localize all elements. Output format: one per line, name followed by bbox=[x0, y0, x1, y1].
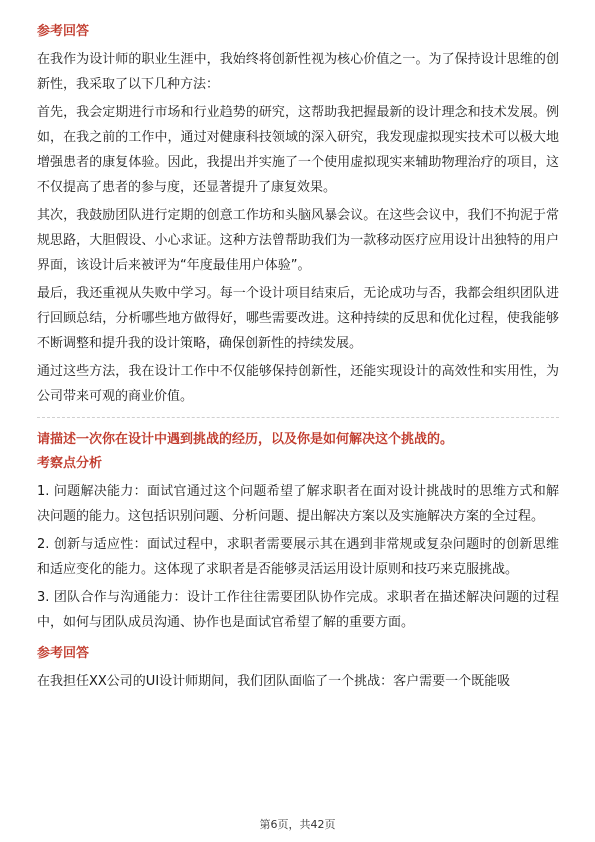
analysis-point: 3. 团队合作与沟通能力：设计工作往往需要团队协作完成。求职者在描述解决问题的过程中，如何与团队成员沟通、协作也是面试官希望了解的重要方面。 bbox=[37, 590, 559, 630]
answer-paragraph: 最后，我还重视从失败中学习。每一个设计项目结束后，无论成功与否，我都会组织团队进行回顾总结，分析哪些地方做得好，哪些需要改进。这种持续的反思和优化过程，使我能够不断调整和提升我的设计策略，确保创新性的持续发展。 bbox=[37, 286, 559, 351]
analysis-point: 1. 问题解决能力：面试官通过这个问题希望了解求职者在面对设计挑战时的思维方式和解决问题的能力。这包括识别问题、分析问题、提出解决方案以及实施解决方案的全过程。 bbox=[37, 484, 559, 524]
section-divider bbox=[37, 417, 559, 418]
answer-paragraph: 其次，我鼓励团队进行定期的创意工作坊和头脑风暴会议。在这些会议中，我们不拘泥于常规思路，大胆假设、小心求证。这种方法曾帮助我们为一款移动医疗应用设计出独特的用户界面，该设计后来被评为“年度最佳用户体验”。 bbox=[37, 208, 559, 273]
analysis-label: 考察点分析 bbox=[37, 456, 103, 471]
page-number: 第6页，共42页 bbox=[259, 818, 336, 831]
answer-paragraph: 通过这些方法，我在设计工作中不仅能够保持创新性，还能实现设计的高效性和实用性，为公司带来可观的商业价值。 bbox=[37, 364, 559, 404]
answer-paragraph: 在我作为设计师的职业生涯中，我始终将创新性视为核心价值之一。为了保持设计思维的创新性，我采取了以下几种方法： bbox=[37, 52, 559, 92]
reference-answer-label: 参考回答 bbox=[37, 24, 90, 39]
reference-answer-label: 参考回答 bbox=[37, 646, 90, 661]
interview-question: 请描述一次你在设计中遇到挑战的经历，以及你是如何解决这个挑战的。 bbox=[37, 432, 454, 447]
analysis-point: 2. 创新与适应性：面试过程中，求职者需要展示其在遇到非常规或复杂问题时的创新思维和适应变化的能力。这体现了求职者是否能够灵活运用设计原则和技巧来克服挑战。 bbox=[37, 537, 559, 577]
document-page bbox=[37, 22, 559, 697]
answer-paragraph: 在我担任XX公司的UI设计师期间，我们团队面临了一个挑战：客户需要一个既能吸 bbox=[37, 674, 511, 689]
answer-paragraph: 首先，我会定期进行市场和行业趋势的研究，这帮助我把握最新的设计理念和技术发展。例如，在我之前的工作中，通过对健康科技领域的深入研究，我发现虚拟现实技术可以极大地增强患者的康复体验。因此，我提出并实施了一个使用虚拟现实来辅助物理治疗的项目，这不仅提高了患者的参与度，还显著提升了康复效果。 bbox=[37, 105, 559, 195]
